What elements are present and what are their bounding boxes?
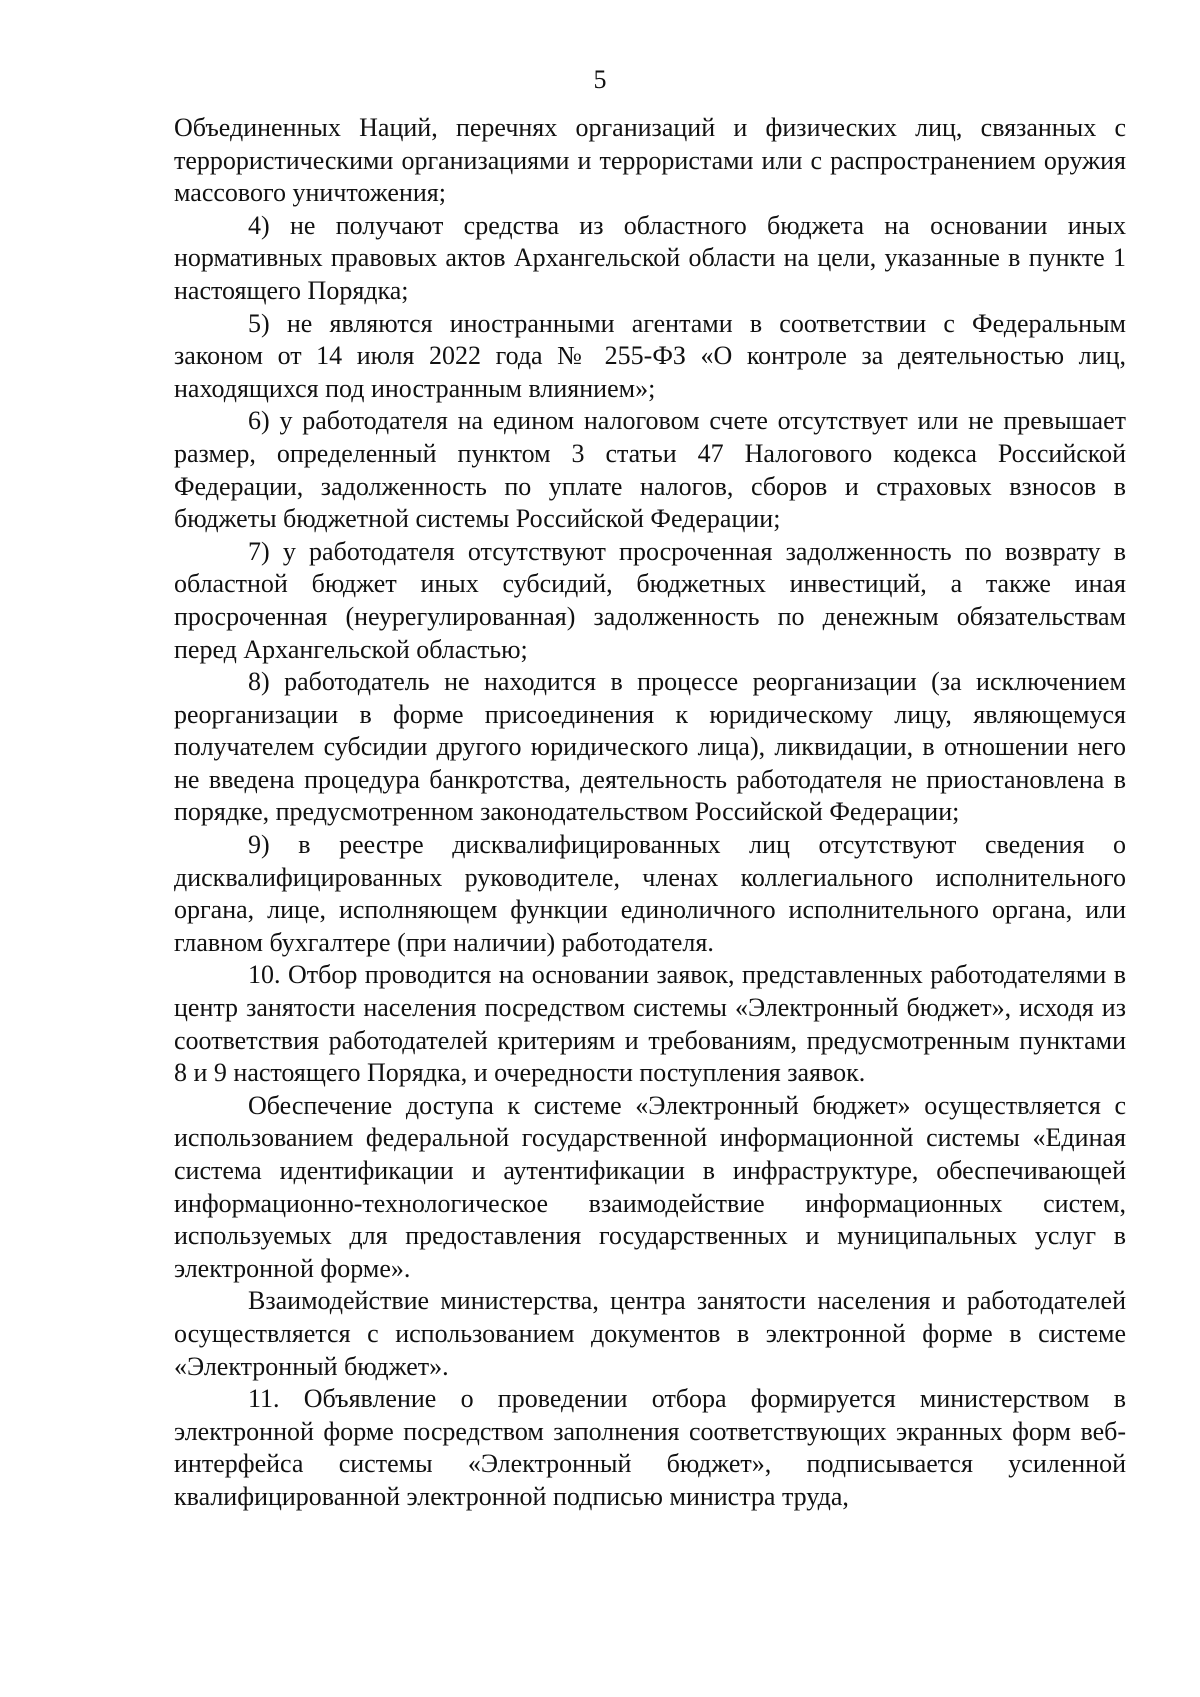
paragraph-item-6: 6) у работодателя на едином налоговом счете отсутствует или не превышает размер, определенный пунктом 3 статьи 47 Налогового кодекса Российской Федерации, задолженность по уплате налогов, сборов и страховых взносов в бюджеты бюджетной системы Российской Федерации; xyxy=(174,406,1126,534)
document-body xyxy=(174,112,1126,1514)
paragraph-continuation: Объединенных Наций, перечнях организаций и физических лиц, связанных с террористическими организациями и террористами или с распространением оружия массового уничтожения; xyxy=(174,113,1126,208)
paragraph-item-7: 7) у работодателя отсутствуют просроченная задолженность по возврату в областной бюджет иных субсидий, бюджетных инвестиций, а также иная просроченная (неурегулированная) задолженность по денежным обязательствам перед Архангельской областью; xyxy=(174,536,1126,664)
paragraph-access: Обеспечение доступа к системе «Электронный бюджет» осуществляется с использованием федеральной государственной информационной системы «Единая система идентификации и аутентификации в инфраструктуре, обеспечивающей информационно-технологическое взаимодействие информационных систем, используемых для предоставления государственных и муниципальных услуг в электронной форме». xyxy=(174,1090,1126,1283)
paragraph-clause-10: 10. Отбор проводится на основании заявок, представленных работодателями в центр занятости населения посредством системы «Электронный бюджет», исходя из соответствия работодателей критериям и требованиям, предусмотренным пунктами 8 и 9 настоящего Порядка, и очередности поступления заявок. xyxy=(174,960,1126,1088)
paragraph-item-5: 5) не являются иностранными агентами в соответствии с Федеральным законом от 14 июля 2022 года № 255-ФЗ «О контроле за деятельностью лиц, находящихся под иностранным влиянием»; xyxy=(174,308,1126,403)
paragraph-item-9: 9) в реестре дисквалифицированных лиц отсутствуют сведения о дисквалифицированных руководителе, членах коллегиального исполнительного органа, лице, исполняющем функции единоличного исполнительного органа, или главном бухгалтере (при наличии) работодателя. xyxy=(174,830,1126,957)
paragraph-clause-11: 11. Объявление о проведении отбора формируется министерством в электронной форме посредством заполнения соответствующих экранных форм веб-интерфейса системы «Электронный бюджет», подписывается усиленной квалифицированной электронной подписью министра труда, xyxy=(174,1384,1126,1511)
paragraph-item-4: 4) не получают средства из областного бюджета на основании иных нормативных правовых актов Архангельской области на цели, указанные в пункте 1 настоящего Порядка; xyxy=(174,210,1126,305)
paragraph-item-8: 8) работодатель не находится в процессе реорганизации (за исключением реорганизации в форме присоединения к юридическому лицу, являющемуся получателем субсидии другого юридического лица), ликвидации, в отношении него не введена процедура банкротства, деятельность работодателя не приостановлена в порядке, предусмотренном законодательством Российской Федерации; xyxy=(174,667,1126,827)
page-number: 5 xyxy=(593,65,607,94)
paragraph-interaction: Взаимодействие министерства, центра занятости населения и работодателей осуществляется с использованием документов в электронной форме в системе «Электронный бюджет». xyxy=(174,1286,1126,1381)
